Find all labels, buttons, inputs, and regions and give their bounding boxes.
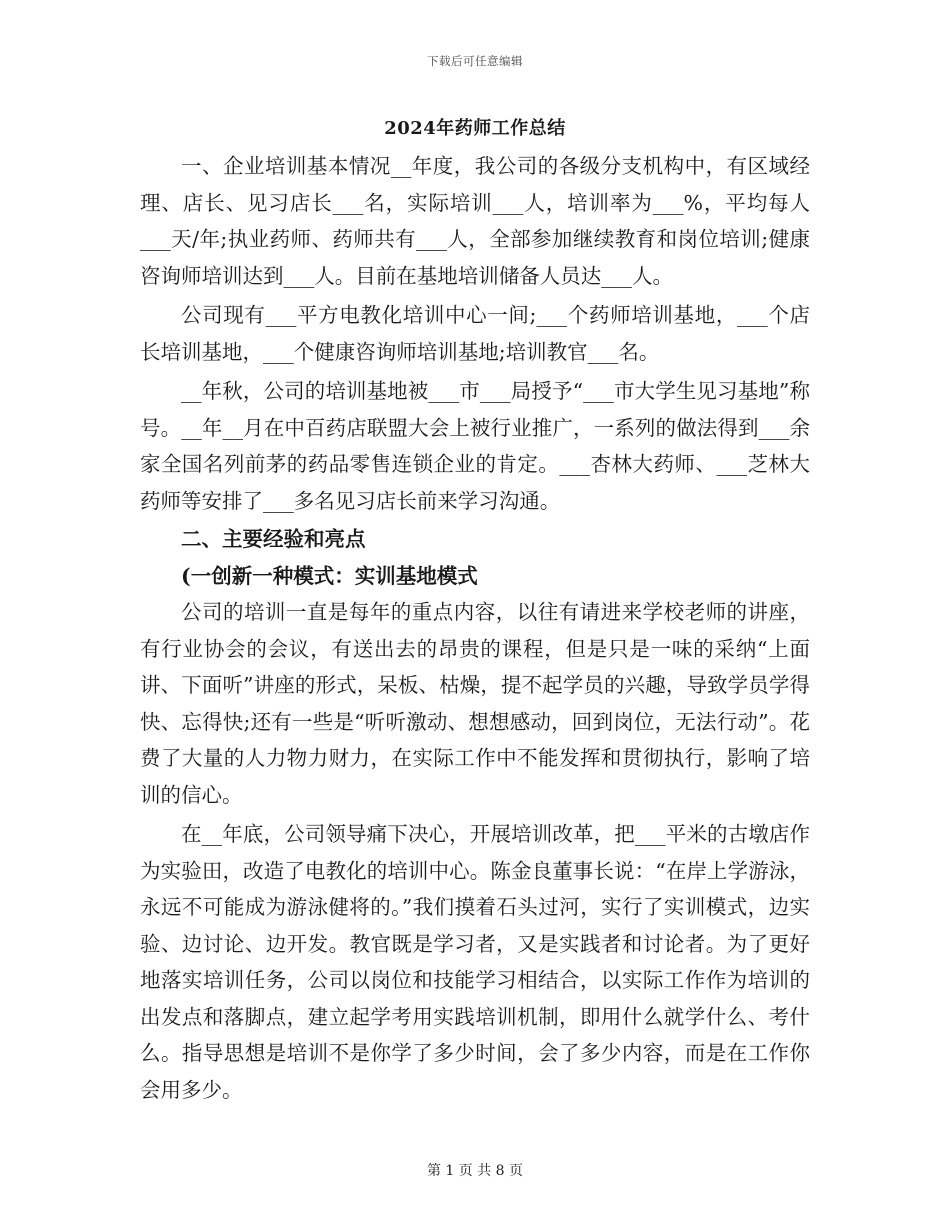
paragraph-training-overview: 一、企业培训基本情况__年度，我公司的各级分支机构中，有区域经理、店长、见习店长___名，实际培训___人，培训率为___%，平均每人___天/年;执业药师、药师共有___人，全部参加继续教育和岗位培训;健康咨询师培训达到___人。目前在基地培训储备人员达___人。 bbox=[140, 154, 810, 288]
paragraph-reform: 在__年底，公司领导痛下决心，开展培训改革，把___平米的古墩店作为实验田，改造了电教化的培训中心。陈金良董事长说：“在岸上学游泳，永远不可能成为游泳健将的。”我们摸着石头过河，实行了实训模式，边实验、边讨论、边开发。教官既是学习者，又是实践者和讨论者。为了更好地落实培训任务，公司以岗位和技能学习相结合，以实际工作作为培训的出发点和落脚点，建立起学考用实践培训机制，即用什么就学什么、考什么。指导思想是培训不是你学了多少时间，会了多少内容，而是在工作你会用多少。 bbox=[140, 822, 810, 1102]
page-title: 2024年药师工作总结 bbox=[384, 118, 566, 139]
paragraph-previous-training: 公司的培训一直是每年的重点内容，以往有请进来学校老师的讲座，有行业协会的会议，有送出去的昂贵的课程，但是只是一味的采纳“上面讲、下面听”讲座的形式，呆板、枯燥，提不起学员的兴趣，导致学员学得快、忘得快;还有一些是“听听激动、想想感动，回到岗位，无法行动”。花费了大量的人力物力财力，在实际工作中不能发挥和贯彻执行，影响了培训的信心。 bbox=[140, 600, 810, 807]
document-body bbox=[140, 148, 810, 1108]
section-heading-experience: 二、主要经验和亮点 bbox=[181, 527, 366, 551]
header-note: 下载后可任意编辑 bbox=[427, 54, 523, 68]
paragraph-recognition: __年秋，公司的培训基地被___市___局授予“___市大学生见习基地”称号。__年__月在中百药店联盟大会上被行业推广，一系列的做法得到___余家全国名列前茅的药品零售连锁企业的肯定。___杏林大药师、___芝林大药师等安排了___多名见习店长前来学习沟通。 bbox=[140, 379, 810, 513]
paragraph-facilities: 公司现有___平方电教化培训中心一间;___个药师培训基地，___个店长培训基地，___个健康咨询师培训基地;培训教官___名。 bbox=[140, 303, 810, 364]
subsection-heading-model: (一创新一种模式：实训基地模式 bbox=[181, 563, 478, 588]
page-number: 第 1 页 共 8 页 bbox=[426, 1163, 524, 1179]
